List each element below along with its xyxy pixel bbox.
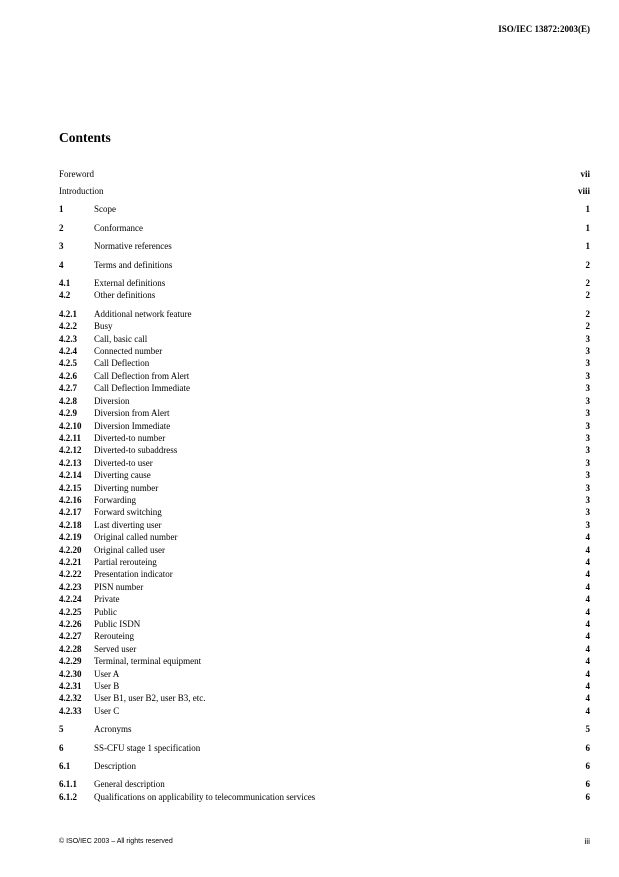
toc-entry-page: 4: [585, 606, 590, 617]
toc-entry-page: 3: [585, 346, 590, 357]
toc-entry-number: 4.2.14: [59, 470, 82, 481]
toc-entry-page: 3: [585, 333, 590, 344]
toc-entry-title: Forward switching: [94, 507, 162, 518]
toc-entry[interactable]: [59, 606, 590, 618]
toc-entry-number: 4.2.33: [59, 705, 82, 716]
toc-entry-page: 3: [585, 494, 590, 505]
toc-entry-number: 4.2.3: [59, 333, 77, 344]
toc-entry-page: 3: [585, 420, 590, 431]
toc-entry-number: 4.2.16: [59, 494, 82, 505]
toc-entry-number: 4.2.18: [59, 519, 82, 530]
toc-entry-number: 3: [59, 241, 64, 252]
toc-entry[interactable]: [59, 277, 590, 289]
toc-entry-page: 2: [585, 321, 590, 332]
toc-entry[interactable]: [59, 556, 590, 568]
page-number: iii: [584, 836, 590, 846]
toc-entry-number: 4.2.28: [59, 643, 82, 654]
toc-entry-number: 4.2.25: [59, 606, 82, 617]
toc-entry-page: 6: [585, 761, 590, 772]
toc-entry-title: Forwarding: [94, 494, 136, 505]
toc-entry-title: Busy: [94, 321, 113, 332]
toc-entry-page: 2: [585, 308, 590, 319]
toc-entry-page: 4: [585, 556, 590, 567]
toc-entry-number: 4.2.30: [59, 668, 82, 679]
toc-entry[interactable]: [59, 618, 590, 630]
toc-entry[interactable]: [59, 357, 590, 369]
toc-entry-title: Diversion Immediate: [94, 420, 171, 431]
toc-entry-number: 4.2.24: [59, 594, 82, 605]
toc-entry-page: 2: [585, 259, 590, 270]
toc-entry-title: Terminal, terminal equipment: [94, 656, 202, 667]
toc-entry-title: Last diverting user: [94, 519, 162, 530]
toc-entry-number: 6.1: [59, 761, 71, 772]
toc-entry[interactable]: [59, 643, 590, 655]
toc-entry-page: 4: [585, 681, 590, 692]
toc-entry-number: 4.2.15: [59, 482, 82, 493]
toc-entry-page: 3: [585, 395, 590, 406]
toc-entry[interactable]: [59, 519, 590, 531]
toc-entry-title: Served user: [94, 643, 137, 654]
toc-entry-number: 4.2.27: [59, 631, 82, 642]
toc-entry-number: 4.2.8: [59, 395, 77, 406]
toc-entry[interactable]: [59, 778, 590, 790]
toc-entry-title: User B1, user B2, user B3, etc.: [94, 693, 206, 704]
table-of-contents: [59, 168, 590, 803]
toc-entry-page: 3: [585, 482, 590, 493]
toc-entry-title: Call Deflection from Alert: [94, 370, 190, 381]
toc-entry-page: 6: [585, 791, 590, 802]
toc-entry-number: 4.2: [59, 290, 71, 301]
toc-entry-page: 4: [585, 594, 590, 605]
toc-entry-title: Private: [94, 594, 120, 605]
toc-entry-page: 3: [585, 408, 590, 419]
toc-entry[interactable]: [59, 444, 590, 456]
toc-entry-page: vii: [580, 169, 590, 179]
toc-entry-title: Original called number: [94, 532, 178, 543]
toc-entry[interactable]: [59, 240, 590, 252]
toc-entry-page: 3: [585, 519, 590, 530]
toc-entry-number: 4.2.22: [59, 569, 82, 580]
toc-entry-title: Normative references: [94, 241, 172, 252]
toc-entry-title: SS-CFU stage 1 specification: [94, 742, 201, 753]
toc-entry-page: 1: [585, 241, 590, 252]
toc-entry-number: 4.2.12: [59, 445, 82, 456]
toc-entry-page: 3: [585, 445, 590, 456]
toc-entry-page: 3: [585, 457, 590, 468]
toc-entry-page: 4: [585, 569, 590, 580]
toc-entry-title: Additional network feature: [94, 308, 192, 319]
toc-entry-page: 3: [585, 507, 590, 518]
toc-entry[interactable]: [59, 420, 590, 432]
toc-entry[interactable]: [59, 506, 590, 518]
toc-entry-number: 6: [59, 742, 64, 753]
toc-entry-number: 4.2.23: [59, 581, 82, 592]
toc-entry[interactable]: [59, 308, 590, 320]
toc-entry-title: Description: [94, 761, 136, 772]
toc-entry-number: 4.2.1: [59, 308, 77, 319]
toc-entry-number: 4.2.21: [59, 556, 82, 567]
toc-entry[interactable]: [59, 723, 590, 735]
toc-entry-page: 4: [585, 693, 590, 704]
toc-entry-page: 4: [585, 532, 590, 543]
document-id-header: ISO/IEC 13872:2003(E): [498, 24, 590, 34]
toc-entry-title: Diversion from Alert: [94, 408, 170, 419]
toc-entry-page: 2: [585, 290, 590, 301]
toc-entry[interactable]: [59, 382, 590, 394]
toc-entry-title: Diverting number: [94, 482, 159, 493]
toc-entry-page: 4: [585, 544, 590, 555]
toc-entry[interactable]: [59, 655, 590, 667]
toc-entry-number: 4: [59, 259, 64, 270]
toc-entry-number: 4.2.4: [59, 346, 77, 357]
toc-entry-page: 3: [585, 470, 590, 481]
toc-entry-page: 4: [585, 631, 590, 642]
toc-entry-page: 2: [585, 278, 590, 289]
toc-entry-number: 4.2.26: [59, 619, 82, 629]
toc-entry-number: 1: [59, 204, 64, 215]
toc-entry-title: Qualifications on applicability to telecommunication services: [94, 791, 316, 802]
toc-entry[interactable]: [59, 630, 590, 642]
toc-entry[interactable]: [59, 705, 590, 717]
toc-entry-page: 1: [585, 222, 590, 233]
toc-entry[interactable]: [59, 432, 590, 444]
toc-entry-page: 6: [585, 742, 590, 753]
toc-entry-title: Rerouteing: [94, 631, 134, 642]
toc-entry-page: 4: [585, 643, 590, 654]
toc-entry[interactable]: [59, 168, 590, 180]
toc-entry[interactable]: [59, 692, 590, 704]
toc-entry[interactable]: [59, 469, 590, 481]
toc-entry-number: 4.2.7: [59, 383, 77, 394]
toc-entry[interactable]: [59, 259, 590, 271]
toc-entry[interactable]: [59, 457, 590, 469]
toc-entry[interactable]: [59, 203, 590, 215]
toc-entry-title: Diverted-to user: [94, 457, 153, 468]
toc-entry[interactable]: [59, 760, 590, 772]
toc-entry-number: 4.2.13: [59, 457, 82, 468]
toc-entry-page: 3: [585, 358, 590, 369]
toc-entry[interactable]: [59, 568, 590, 580]
toc-entry-title: User B: [94, 681, 120, 692]
toc-entry-title: Public ISDN: [94, 619, 141, 629]
toc-entry-title: Diversion: [94, 395, 130, 406]
toc-entry-title: Other definitions: [94, 290, 156, 301]
toc-entry-title: Scope: [94, 204, 116, 215]
toc-entry-title: Diverting cause: [94, 470, 151, 481]
toc-entry-page: 4: [585, 668, 590, 679]
toc-entry-page: 3: [585, 432, 590, 443]
toc-entry[interactable]: [59, 185, 590, 197]
toc-entry[interactable]: [59, 581, 590, 593]
toc-entry-page: 5: [585, 724, 590, 735]
toc-entry-number: 4.2.6: [59, 370, 77, 381]
toc-entry-number: 4.2.5: [59, 358, 77, 369]
toc-entry[interactable]: [59, 680, 590, 692]
toc-entry-number: 4.2.10: [59, 420, 82, 431]
toc-entry[interactable]: [59, 544, 590, 556]
toc-entry-number: 4.2.2: [59, 321, 77, 332]
toc-entry-number: 4.2.20: [59, 544, 82, 555]
toc-entry-title: General description: [94, 779, 165, 790]
toc-entry[interactable]: [59, 289, 590, 301]
toc-entry-number: 4.2.32: [59, 693, 82, 704]
toc-entry[interactable]: [59, 791, 590, 803]
toc-entry-number: 4.1: [59, 278, 71, 289]
toc-entry-title: Diverted-to number: [94, 432, 166, 443]
toc-entry[interactable]: [59, 593, 590, 605]
toc-entry-page: viii: [577, 186, 590, 196]
toc-entry-page: 6: [585, 779, 590, 790]
toc-entry-page: 4: [585, 656, 590, 667]
toc-entry-page: 1: [585, 204, 590, 215]
toc-entry[interactable]: [59, 370, 590, 382]
toc-entry[interactable]: [59, 395, 590, 407]
toc-entry[interactable]: [59, 345, 590, 357]
toc-entry-number: 6.1.2: [59, 791, 77, 802]
page-title: Contents: [59, 130, 111, 145]
copyright-footer: © ISO/IEC 2003 – All rights reserved: [59, 838, 173, 845]
toc-entry[interactable]: [59, 320, 590, 332]
toc-entry-title: PISN number: [94, 581, 144, 592]
toc-entry-number: 2: [59, 222, 64, 233]
toc-entry-title: Partial rerouteing: [94, 556, 157, 567]
toc-entry-title: Call Deflection Immediate: [94, 383, 190, 394]
toc-entry-title: Terms and definitions: [94, 259, 173, 270]
toc-entry-title: Presentation indicator: [94, 569, 173, 580]
toc-entry-title: Connected number: [94, 346, 163, 357]
toc-entry[interactable]: [59, 407, 590, 419]
toc-entry-page: 3: [585, 383, 590, 394]
toc-entry-number: 5: [59, 724, 64, 735]
toc-entry-page: 4: [585, 619, 590, 629]
toc-entry-title: User C: [94, 705, 120, 716]
toc-entry[interactable]: [59, 482, 590, 494]
toc-entry-number: 6.1.1: [59, 779, 77, 790]
toc-entry[interactable]: [59, 531, 590, 543]
toc-entry-title: Diverted-to subaddress: [94, 445, 178, 456]
toc-entry-title: Acronyms: [94, 724, 132, 735]
toc-entry-number: 4.2.17: [59, 507, 82, 518]
toc-entry-title: Conformance: [94, 222, 143, 233]
toc-entry-title: Public: [94, 606, 118, 617]
toc-entry-page: 4: [585, 581, 590, 592]
toc-entry-page: 3: [585, 370, 590, 381]
toc-entry[interactable]: [59, 668, 590, 680]
toc-entry-title: Call Deflection: [94, 358, 150, 369]
toc-entry-number: 4.2.31: [59, 681, 82, 692]
toc-entry[interactable]: [59, 222, 590, 234]
toc-entry[interactable]: [59, 494, 590, 506]
toc-entry-page: 4: [585, 705, 590, 716]
toc-entry-number: 4.2.29: [59, 656, 82, 667]
toc-entry-title: User A: [94, 668, 120, 679]
toc-entry[interactable]: [59, 333, 590, 345]
toc-entry-number: 4.2.9: [59, 408, 77, 419]
toc-entry-title: Original called user: [94, 544, 165, 555]
toc-entry-title: Foreword: [59, 169, 94, 179]
toc-entry-title: Call, basic call: [94, 333, 148, 344]
toc-entry-title: Introduction: [59, 186, 104, 196]
toc-entry-number: 4.2.19: [59, 532, 82, 543]
toc-entry-number: 4.2.11: [59, 432, 82, 443]
toc-entry-title: External definitions: [94, 278, 166, 289]
toc-entry[interactable]: [59, 742, 590, 754]
